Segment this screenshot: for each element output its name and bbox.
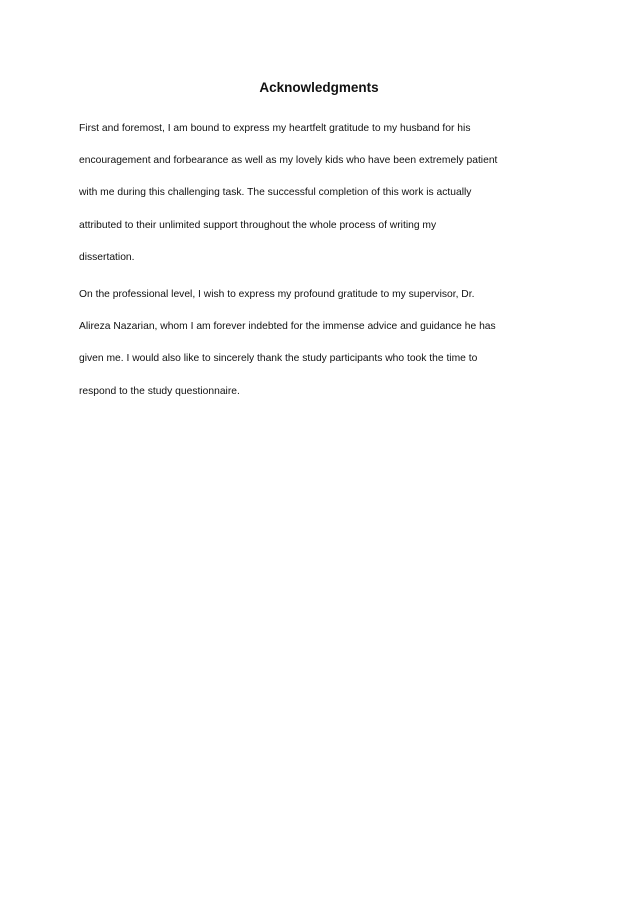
paragraph-line: On the professional level, I wish to express my profound gratitude to my supervisor, Dr. [79,289,475,300]
paragraph-line: given me. I would also like to sincerely thank the study participants who took the time to [79,353,478,365]
paragraph-line: attributed to their unlimited support throughout the whole process of writing my [79,219,437,231]
page-title: Acknowledgments [259,80,379,95]
paragraph-line: Alireza Nazarian, whom I am forever indebted for the immense advice and guidance he has [79,321,496,333]
paragraph-line: First and foremost, I am bound to express my heartfelt gratitude to my husband for his [79,123,471,134]
paragraph-line: dissertation. [79,251,135,263]
paragraph-line: respond to the study questionnaire. [79,385,240,397]
paragraph-line: encouragement and forbearance as well as my lovely kids who have been extremely patient [79,155,498,167]
paragraph-family-thanks [79,113,579,274]
paragraph-line: with me during this challenging task. The successful completion of this work is actually [79,187,472,199]
paragraph-professional-thanks [79,279,579,408]
